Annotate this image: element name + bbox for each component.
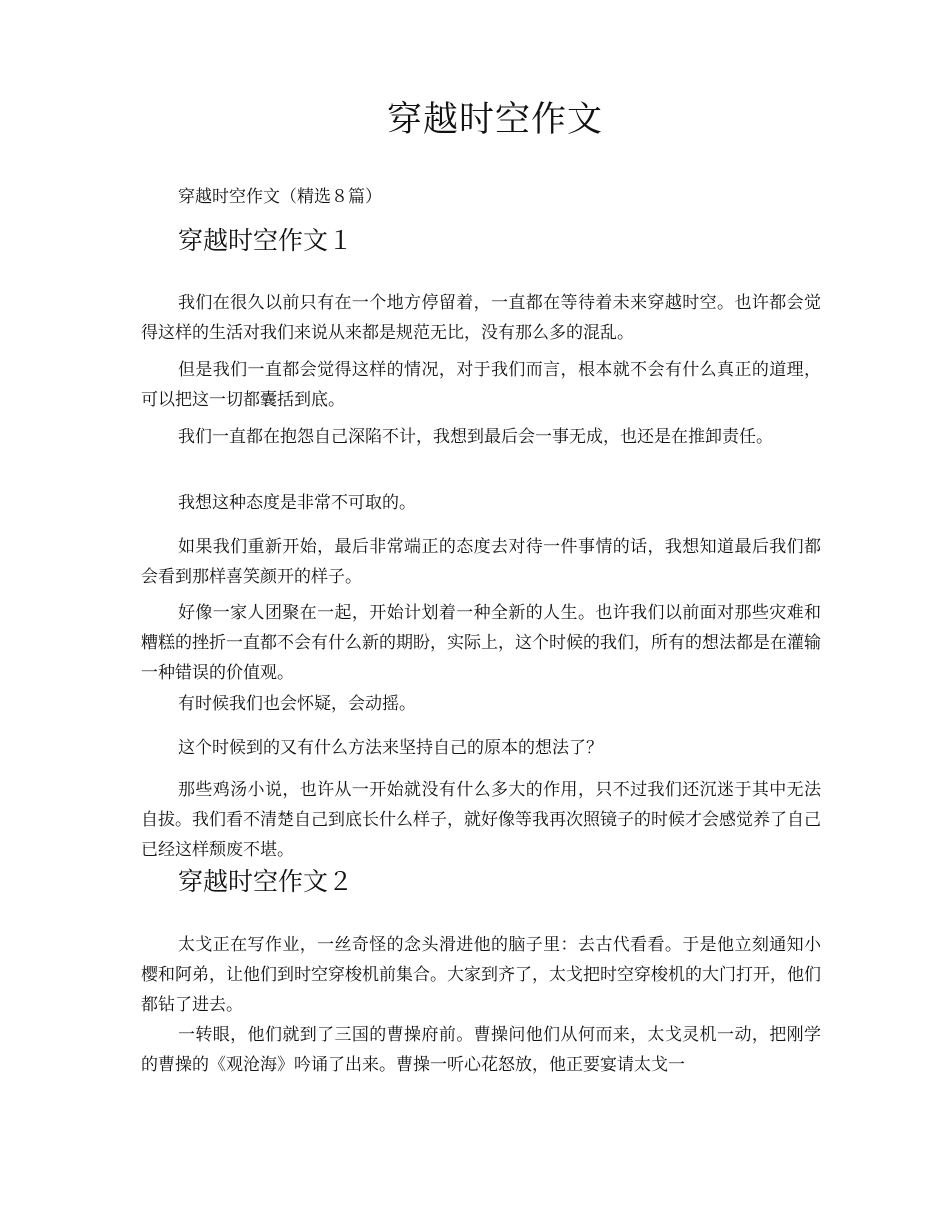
section-1-paragraph: 我想这种态度是非常不可取的。 xyxy=(178,493,416,513)
section-1-paragraph: 那些鸡汤小说，也许从一开始就没有什么多大的作用，只不过我们还沉迷于其中无法自拔。我们看不清楚自己到底长什么样子，就好像等我再次照镜子的时候才会感觉养了自己已经这样颓废不堪。 xyxy=(141,780,821,860)
section-2-paragraph: 太戈正在写作业，一丝奇怪的念头滑进他的脑子里：去古代看看。于是他立刻通知小樱和阿弟，让他们到时空穿梭机前集合。大家到齐了，太戈把时空穿梭机的大门打开，他们都钻了进去。 xyxy=(141,935,821,1015)
section-heading-2: 穿越时空作文２ xyxy=(178,867,354,896)
section-1-paragraph: 有时候我们也会怀疑，会动摇。 xyxy=(178,694,416,714)
section-1-paragraph: 我们一直都在抱怨自己深陷不计，我想到最后会一事无成，也还是在推卸责任。 xyxy=(178,427,773,447)
section-heading-1: 穿越时空作文１ xyxy=(178,226,354,255)
section-1-paragraph: 这个时候到的又有什么方法来坚持自己的原本的想法了？ xyxy=(178,738,603,758)
section-1-paragraph: 但是我们一直都会觉得这样的情况，对于我们而言，根本就不会有什么真正的道理，可以把这一切都囊括到底。 xyxy=(141,360,821,410)
section-1-paragraph: 我们在很久以前只有在一个地方停留着，一直都在等待着未来穿越时空。也许都会觉得这样的生活对我们来说从来都是规范无比，没有那么多的混乱。 xyxy=(141,293,821,343)
section-1-paragraph: 好像一家人团聚在一起，开始计划着一种全新的人生。也许我们以前面对那些灾难和糟糕的挫折一直都不会有什么新的期盼，实际上，这个时候的我们，所有的想法都是在灌输一种错误的价值观。 xyxy=(141,603,821,683)
document-subtitle: 穿越时空作文（精选８篇） xyxy=(178,187,382,207)
document-title: 穿越时空作文 xyxy=(386,100,603,140)
section-1-paragraph: 如果我们重新开始，最后非常端正的态度去对待一件事情的话，我想知道最后我们都会看到那样喜笑颜开的样子。 xyxy=(141,537,821,587)
section-2-paragraph: 一转眼，他们就到了三国的曹操府前。曹操问他们从何而来，太戈灵机一动，把刚学的曹操的《观沧海》吟诵了出来。曹操一听心花怒放，他正要宴请太戈一 xyxy=(141,1025,821,1075)
